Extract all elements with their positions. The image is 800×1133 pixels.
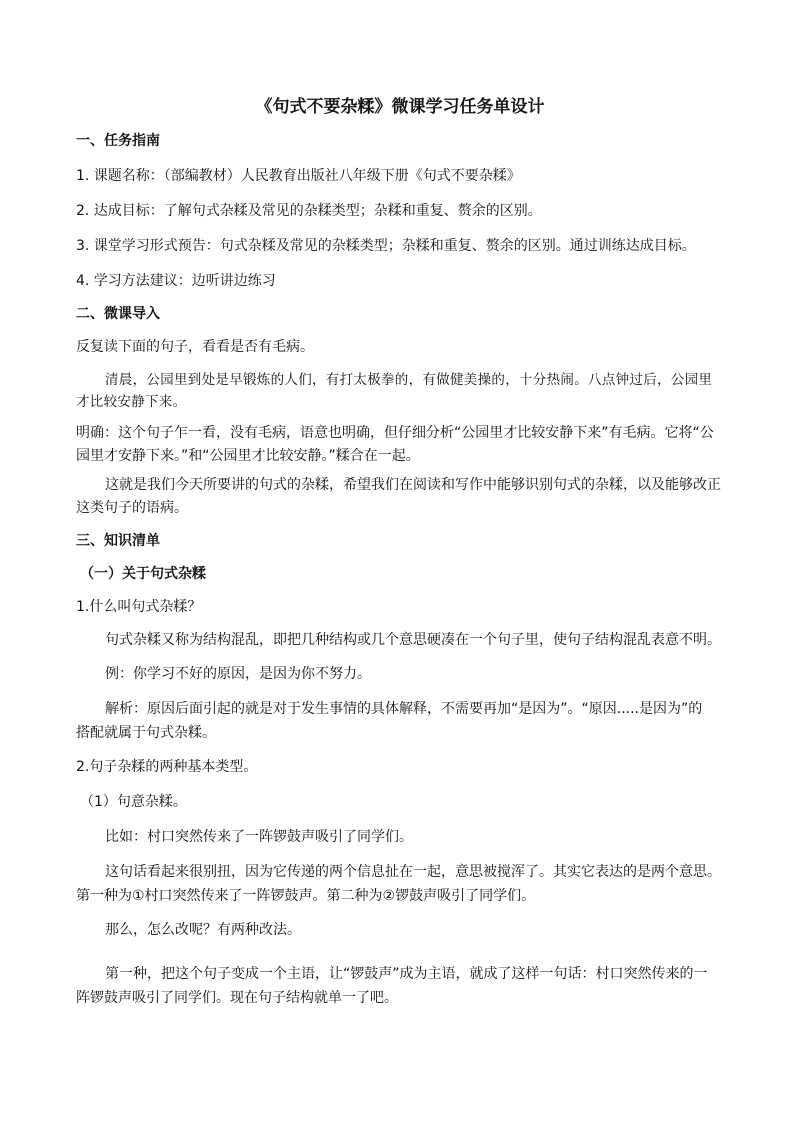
analysis-line-2: 搭配就属于句式杂糅。 (76, 725, 216, 741)
section-heading-intro: 二、微课导入 (76, 306, 160, 322)
intro-paragraph-line-2: 这类句子的语病。 (76, 500, 188, 516)
example-sentence-line-2: 才比较安静下来。 (76, 394, 187, 410)
question-2: 2.句子杂糅的两种基本类型。 (76, 759, 258, 775)
task-item-preview: 3. 课堂学习形式预告：句式杂糅及常见的杂糅类型；杂糅和重复、赘余的区别。通过训练达成目标。 (76, 238, 696, 254)
task-item-method: 4. 学习方法建议：边听讲边练习 (76, 273, 276, 289)
task-item-topic: 1. 课题名称：（部编教材）人民教育出版社八年级下册《句式不要杂糅》 (76, 168, 521, 184)
how-to-fix: 那么，怎么改呢？有两种改法。 (105, 922, 301, 938)
section-heading-knowledge: 三、知识清单 (76, 533, 160, 549)
analysis-line-1: 解析：原因后面引起的就是对于发生事情的具体解释，不需要再加“是因为”。“原因.....是因为”的 (105, 701, 703, 717)
section-heading-task-guide: 一、任务指南 (76, 133, 160, 149)
explanation-line-2: 第一种为①村口突然传来了一阵锣鼓声。第二种为②锣鼓声吸引了同学们。 (76, 888, 536, 904)
fix-line-2: 阵锣鼓声吸引了同学们。现在句子结构就单一了吧。 (76, 990, 398, 1006)
example-2: 比如：村口突然传来了一阵锣鼓声吸引了同学们。 (105, 829, 413, 845)
task-item-goal: 2. 达成目标：了解句式杂糅及常见的杂糅类型；杂糅和重复、赘余的区别。 (76, 203, 542, 219)
intro-instruction: 反复读下面的句子，看看是否有毛病。 (76, 339, 314, 355)
subsection-heading: （一）关于句式杂糅 (80, 566, 206, 582)
intro-paragraph-line-1: 这就是我们今天所要讲的句式的杂糅，希望我们在阅读和写作中能够识别句式的杂糅，以及能够改正 (105, 477, 721, 493)
document-title: 《句式不要杂糅》微课学习任务单设计 (255, 97, 545, 117)
question-1: 1.什么叫句式杂糅？ (76, 599, 202, 615)
example-sentence-line-1: 清晨，公园里到处是早锻炼的人们，有打太极拳的，有做健美操的，十分热闹。八点钟过后，公园里 (105, 372, 713, 388)
clarify-line-2: 园里才安静下来。”和“公园里才比较安静。”糅合在一起。 (76, 448, 420, 464)
clarify-line-1: 明确：这个句子乍一看，没有毛病，语意也明确，但仔细分析“公园里才比较安静下来”有毛病。它将“公 (76, 425, 714, 441)
explanation-line-1: 这句话看起来很别扭，因为它传递的两个信息扯在一起，意思被搅浑了。其实它表达的是两个意思。 (105, 864, 721, 880)
example-line: 例：你学习不好的原因，是因为你不努力。 (105, 666, 371, 682)
type-1-heading: （1）句意杂糅。 (80, 794, 187, 810)
definition: 句式杂糅又称为结构混乱，即把几种结构或几个意思硬凑在一个句子里，使句子结构混乱表意不明。 (105, 632, 721, 648)
fix-line-1: 第一种，把这个句子变成一个主语，让“锣鼓声”成为主语，就成了这样一句话：村口突然传来的一 (105, 966, 708, 982)
